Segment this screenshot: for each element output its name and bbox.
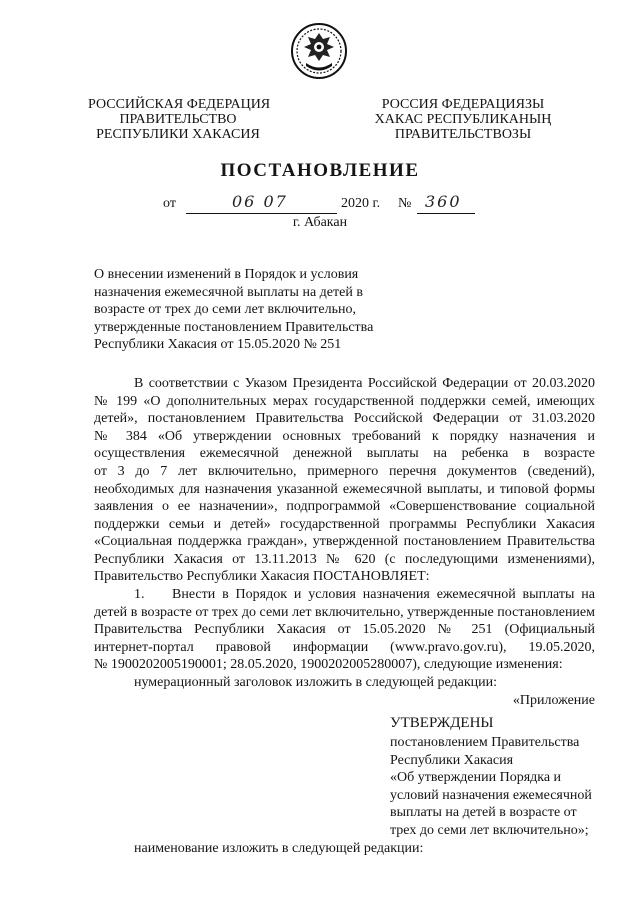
document-title: ПОСТАНОВЛЕНИЕ	[220, 160, 420, 181]
preamble-line: № 199 «О дополнительных мерах государственной поддержки семей, имеющих	[94, 394, 595, 409]
item-line: детей в возрасте от трех до семи лет включительно, утвержденные постановлением	[94, 605, 595, 620]
name-change-line: наименование изложить в следующей редакции:	[134, 841, 424, 856]
preamble-line: № 384 «Об утверждении основных требований к порядку назначения и	[94, 429, 595, 444]
preamble-line: необходимых для назначения указанной ежемесячной выплаты, и типовой формы	[94, 482, 595, 497]
appendix-line: «Об утверждении Порядка и	[390, 770, 562, 785]
header-line: ПРАВИТЕЛЬСТВО	[119, 112, 237, 127]
preamble-line: «Социальная поддержка граждан», утвержденной постановлением Правительства	[94, 534, 595, 549]
subject-line: назначения ежемесячной выплаты на детей в	[94, 284, 363, 300]
item-number: 1.	[134, 587, 145, 602]
year-label: 2020 г.	[341, 196, 381, 211]
subject-block	[94, 266, 394, 354]
subject-line: О внесении изменений в Порядок и условия	[94, 267, 359, 282]
handwritten-number: 360	[425, 192, 462, 211]
subject-line: возрасте от трех до семи лет включительно,	[94, 302, 357, 318]
subject-line: Республики Хакасия от 15.05.2020 № 251	[94, 337, 342, 353]
appendix-line: Республики Хакасия	[390, 753, 514, 768]
item-line: интернет-портал правовой информации (www.pravo.gov.ru), 19.05.2020,	[94, 640, 595, 655]
coat-of-arms-icon	[290, 22, 348, 80]
preamble-line: от 3 до 7 лет включительно, примерного перечня документов (сведений),	[94, 464, 595, 479]
appendix-line: выплаты на детей в возрасте от	[390, 805, 577, 820]
header-line: РОССИЯ ФЕДЕРАЦИЯЗЫ	[381, 97, 545, 112]
appendix-label: «Приложение	[512, 693, 595, 708]
city-label: г. Абакан	[292, 215, 348, 230]
preamble-line: заявления о ее назначении», подпрограммой «Совершенствование социальной	[94, 499, 595, 514]
appendix-line: условий назначения ежемесячной	[390, 788, 592, 803]
item-line: Внести в Порядок и условия назначения ежемесячной выплаты на	[172, 587, 595, 602]
date-from-label: от	[163, 196, 176, 211]
preamble-line: В соответствии с Указом Президента Российской Федерации от 20.03.2020	[134, 376, 595, 391]
preamble-line: детей», постановлением Правительства Российской Федерации от 31.03.2020	[94, 411, 595, 426]
appendix-line: постановлением Правительства	[390, 735, 580, 750]
item-line: Правительства Республики Хакасия от 15.05.2020 № 251 (Официальный	[94, 622, 595, 637]
number-label: №	[398, 196, 412, 211]
preamble-line: осуществления ежемесячной денежной выплаты на ребенка в возрасте	[94, 446, 595, 461]
issuer-header-khakas	[368, 97, 558, 142]
preamble-line: Правительство Республики Хакасия ПОСТАНОВЛЯЕТ:	[94, 569, 430, 584]
header-line: РЕСПУБЛИКИ ХАКАСИЯ	[96, 127, 260, 142]
approved-label: УТВЕРЖДЕНЫ	[390, 715, 494, 731]
header-line: ПРАВИТЕЛЬСТВОЗЫ	[394, 127, 532, 142]
heading-change-line: нумерационный заголовок изложить в следующей редакции:	[134, 675, 497, 690]
subject-line: утвержденные постановлением Правительства	[94, 319, 374, 335]
preamble-line: поддержки семьи и детей» государственной программы Республики Хакасия	[94, 517, 595, 532]
header-line: ХАКАС РЕСПУБЛИКАНЫҢ	[374, 112, 552, 127]
preamble-line: Республики Хакасия от 13.11.2013 № 620 (с последующими изменениями),	[94, 552, 595, 567]
appendix-line: трех до семи лет включительно»;	[390, 823, 589, 838]
item-line: № 1900202005190001; 28.05.2020, 1900202005280007), следующие изменения:	[94, 657, 563, 672]
issuer-header-russian	[88, 97, 271, 142]
handwritten-date: 06 07	[232, 192, 288, 211]
header-line: РОССИЙСКАЯ ФЕДЕРАЦИЯ	[88, 97, 271, 112]
